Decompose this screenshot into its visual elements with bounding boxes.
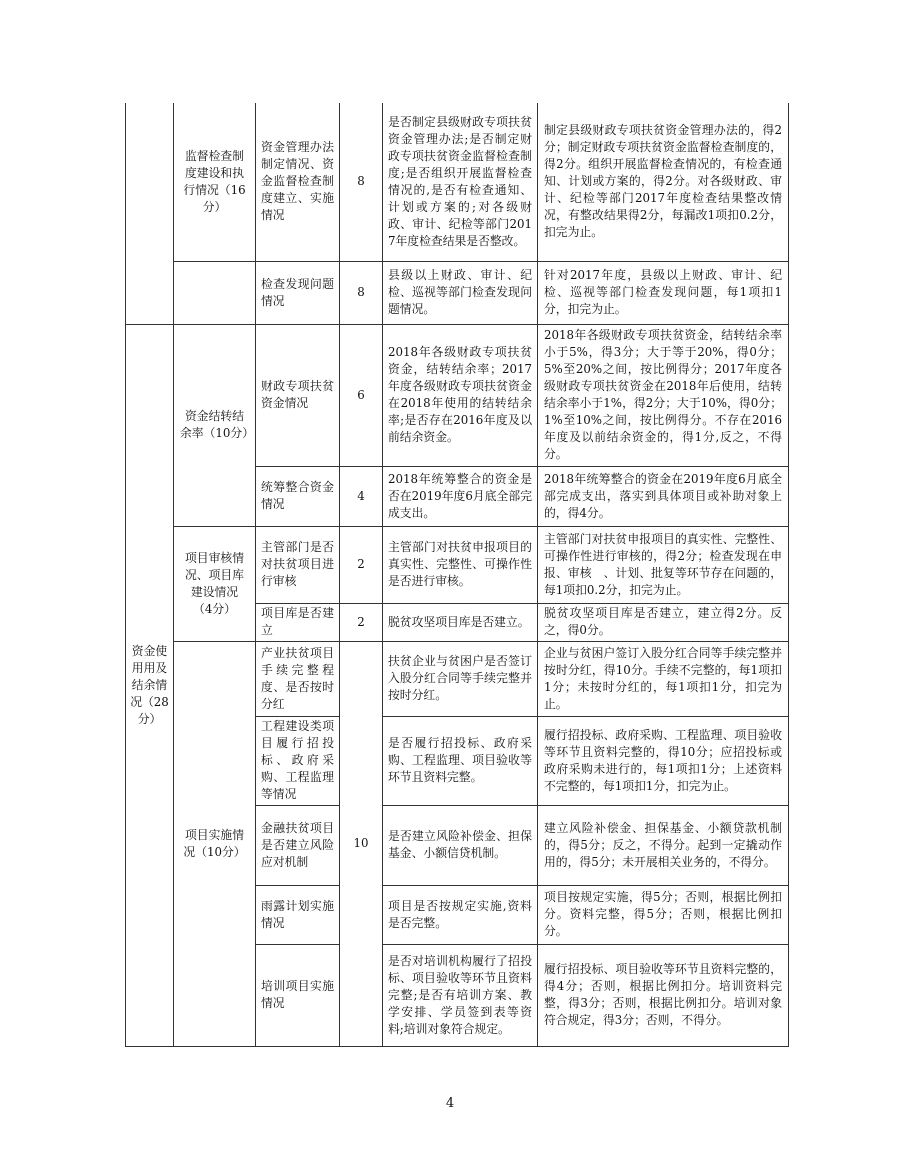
standard-cell: 建立风险补偿金、担保基金、小额贷款机制的，得5分；反之，不得分。起到一定撬动作用的，得5分；未开展相关业务的，不得分。 bbox=[538, 805, 789, 885]
item-cell: 产业扶贫项目手续完整程度、是否按时分红 bbox=[256, 641, 340, 716]
standard-cell: 脱贫攻坚项目库是否建立，建立得2分。反之，得0分。 bbox=[538, 603, 789, 641]
content-cell: 脱贫攻坚项目库是否建立。 bbox=[383, 603, 538, 641]
standard-cell: 2018年各级财政专项扶贫资金，结转结余率小于5%，得3分；大于等于20%，得0分；5%至20%之间，按比例得分；2017年度各级财政专项扶贫资金在2018年后使用，结转结余率小于1%，得2分；大于10%，得0分；1%至10%之间，按比例得分。不存在2016年度及以前结余资金的，得1分,反之，不得分。 bbox=[538, 324, 789, 466]
score-cell: 8 bbox=[340, 261, 383, 324]
standard-cell: 企业与贫困户签订入股分红合同等手续完整并按时分红，得10分。手续不完整的，每1项扣1分；未按时分红的，每1项扣1分，扣完为止。 bbox=[538, 641, 789, 716]
standard-cell: 制定县级财政专项扶贫资金管理办法的，得2分；制定财政专项扶贫资金监督检查制度的，得2分。组织开展监督检查情况的，有检查通知、计划或方案的，得2分。对各级财政、审计、纪检等部门2017年度检查结果整改情况，有整改结果得2分，每漏改1项扣0.2分，扣完为止。 bbox=[538, 103, 789, 261]
table-row bbox=[126, 526, 789, 603]
subcategory-cell: 监督检查制度建设和执行情况（16分） bbox=[174, 103, 256, 261]
subcategory-cell-blank bbox=[174, 261, 256, 324]
content-cell: 2018年各级财政专项扶贫资金，结转结余率；2017年度各级财政专项扶贫资金在2018年使用的结转结余率;是否存在2016年度及以前结余资金。 bbox=[383, 324, 538, 466]
content-cell: 县级以上财政、审计、纪检、巡视等部门检查发现问题情况。 bbox=[383, 261, 538, 324]
content-cell: 是否履行招投标、政府采购、工程监理、项目验收等环节且资料完整。 bbox=[383, 716, 538, 805]
score-cell: 6 bbox=[340, 324, 383, 466]
item-cell: 资金管理办法制定情况、资金监督检查制度建立、实施情况 bbox=[256, 103, 340, 261]
subcategory-cell: 资金结转结余率（10分） bbox=[174, 324, 256, 526]
score-cell: 4 bbox=[340, 466, 383, 526]
standard-cell: 针对2017年度，县级以上财政、审计、纪检、巡视等部门检查发现问题，每1项扣1分，扣完为止。 bbox=[538, 261, 789, 324]
item-cell: 金融扶贫项目是否建立风险应对机制 bbox=[256, 805, 340, 885]
content-cell: 主管部门对扶贫申报项目的真实性、完整性、可操作性是否进行审核。 bbox=[383, 526, 538, 603]
table-row bbox=[126, 103, 789, 261]
standard-cell: 项目按规定实施，得5分；否则，根据比例扣分。资料完整，得5分；否则，根据比例扣分。 bbox=[538, 885, 789, 944]
standard-cell: 履行招投标、政府采购、工程监理、项目验收等环节且资料完整的，得10分；应招投标或政府采购未进行的，每1项扣1分；上述资料不完整的，每1项扣1分，扣完为止。 bbox=[538, 716, 789, 805]
score-cell: 2 bbox=[340, 526, 383, 603]
score-cell: 2 bbox=[340, 603, 383, 641]
table-row bbox=[126, 641, 789, 716]
item-cell: 项目库是否建立 bbox=[256, 603, 340, 641]
content-cell: 是否建立风险补偿金、担保基金、小额信贷机制。 bbox=[383, 805, 538, 885]
item-cell: 雨露计划实施情况 bbox=[256, 885, 340, 944]
content-cell: 2018年统筹整合的资金是否在2019年度6月底全部完成支出。 bbox=[383, 466, 538, 526]
page-number: 4 bbox=[445, 1096, 455, 1111]
main-category-cell: 资金使用用及结余情况（28分） bbox=[126, 324, 174, 1046]
item-cell: 财政专项扶贫资金情况 bbox=[256, 324, 340, 466]
item-cell: 检查发现问题情况 bbox=[256, 261, 340, 324]
item-cell: 统筹整合资金情况 bbox=[256, 466, 340, 526]
evaluation-table bbox=[125, 103, 789, 1047]
standard-cell: 2018年统筹整合的资金在2019年度6月底全部完成支出，落实到具体项目或补助对象上的，得4分。 bbox=[538, 466, 789, 526]
subcategory-cell: 项目实施情况（10分） bbox=[174, 641, 256, 1046]
score-cell: 8 bbox=[340, 103, 383, 261]
item-cell: 工程建设类项目履行招投标、政府采购、工程监理等情况 bbox=[256, 716, 340, 805]
item-cell: 培训项目实施情况 bbox=[256, 944, 340, 1046]
standard-cell: 主管部门对扶贫申报项目的真实性、完整性、可操作性进行审核的，得2分；检查发现在申报、审核 、计划、批复等环节存在问题的，每1项扣0.2分，扣完为止。 bbox=[538, 526, 789, 603]
content-cell: 是否对培训机构履行了招投标、项目验收等环节且资料完整;是否有培训方案、教学安排、学员签到表等资料;培训对象符合规定。 bbox=[383, 944, 538, 1046]
subcategory-cell: 项目审核情况、项目库建设情况 （4分） bbox=[174, 526, 256, 641]
table-row bbox=[126, 324, 789, 466]
content-cell: 是否制定县级财政专项扶贫资金管理办法;是否制定财政专项扶贫资金监督检查制度;是否组织开展监督检查情况的,是否有检查通知、计划或方案的;对各级财政、审计、纪检等部门2017年度检查结果是否整改。 bbox=[383, 103, 538, 261]
content-cell: 扶贫企业与贫困户是否签订入股分红合同等手续完整并按时分红。 bbox=[383, 641, 538, 716]
content-cell: 项目是否按规定实施,资料是否完整。 bbox=[383, 885, 538, 944]
main-category-cell-continued bbox=[126, 103, 174, 324]
table-row bbox=[126, 261, 789, 324]
item-cell: 主管部门是否对扶贫项目进行审核 bbox=[256, 526, 340, 603]
standard-cell: 履行招投标、项目验收等环节且资料完整的，得4分；否则，根据比例扣分。培训资料完整，得3分；否则，根据比例扣分。培训对象符合规定，得3分；否则，不得分。 bbox=[538, 944, 789, 1046]
score-cell: 10 bbox=[340, 641, 383, 1046]
